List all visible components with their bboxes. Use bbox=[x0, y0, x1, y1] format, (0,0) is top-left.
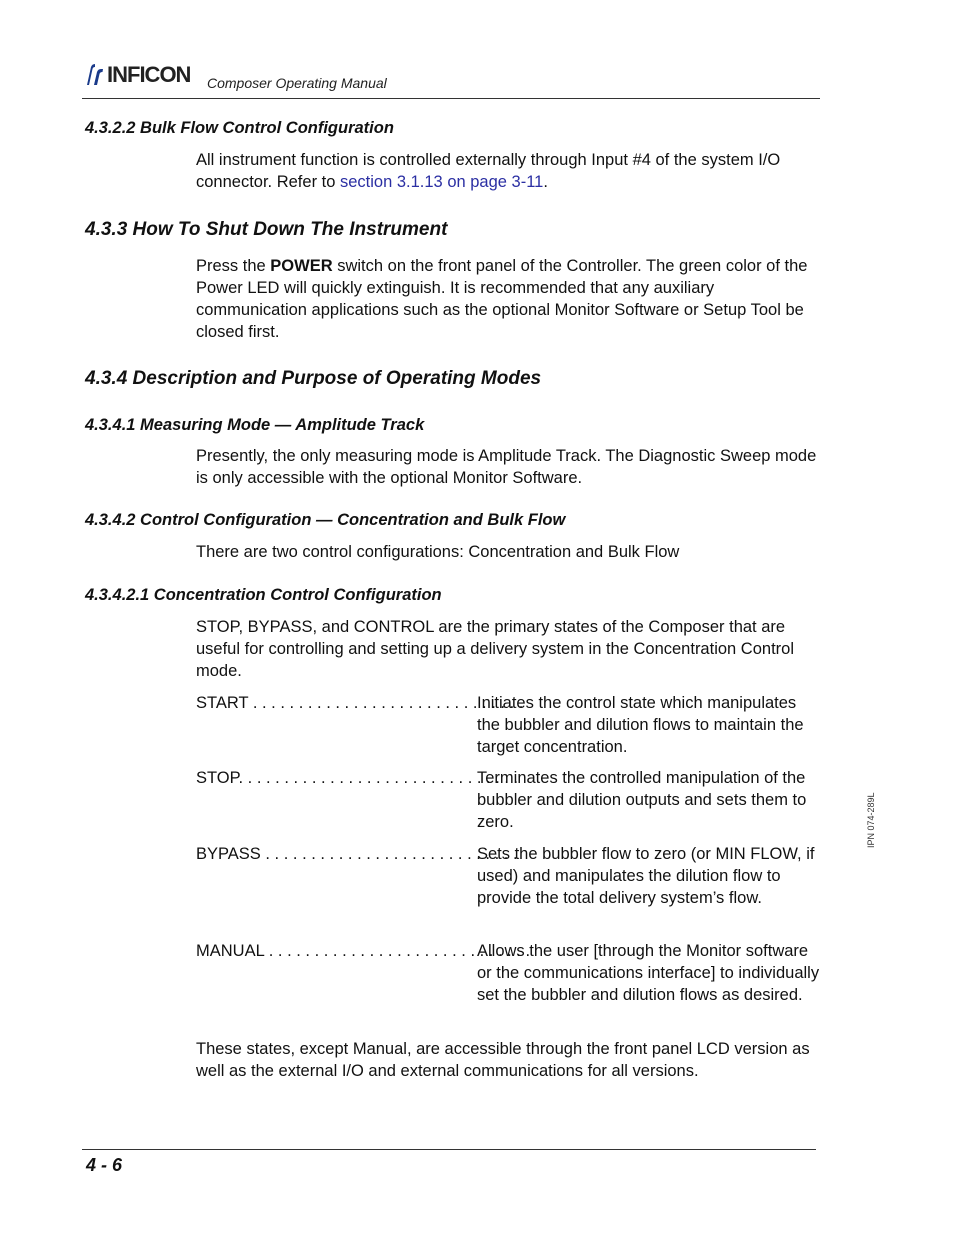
heading-control-configuration: 4.3.4.2 Control Configuration — Concentration and Bulk Flow bbox=[85, 511, 566, 529]
definition-desc-manual: Allows the user [through the Monitor software or the communications interface] to individually set the bubbler and dilution flows as desired. bbox=[477, 942, 820, 1004]
section-link[interactable]: section 3.1.13 on page 3-11 bbox=[340, 173, 544, 191]
paragraph-concentration-intro: STOP, BYPASS, and CONTROL are the primary states of the Composer that are useful for controlling and setting up a delivery system in the Concentration Control mode. bbox=[196, 618, 794, 680]
paragraph-states-closing: These states, except Manual, are accessible through the front panel LCD version as well as the external I/O and external communications for all versions. bbox=[196, 1040, 810, 1080]
ipn-label: IPN 074-289L bbox=[866, 792, 876, 848]
paragraph-text: Press the bbox=[196, 257, 271, 275]
paragraph-text-end: switch on the front panel of the Controller. The green color of the Power LED will quickly extinguish. It is recommended that any auxiliary communication applications such as the optional Monitor Software or Setup Tool be closed first. bbox=[196, 257, 808, 341]
paragraph-control-configuration: There are two control configurations: Concentration and Bulk Flow bbox=[196, 543, 680, 561]
paragraph-text: All instrument function is controlled externally through Input #4 of the system I/O connector. Refer to bbox=[196, 151, 781, 191]
definition-desc-stop: Terminates the controlled manipulation of the bubbler and dilution outputs and sets them to zero. bbox=[477, 769, 807, 831]
header-divider bbox=[82, 98, 820, 99]
definition-desc-bypass: Sets the bubbler flow to zero (or MIN FLOW, if used) and manipulates the dilution flow to provide the total delivery system’s flow. bbox=[477, 845, 815, 907]
paragraph-shut-down bbox=[196, 255, 818, 343]
power-keyword: POWER bbox=[270, 257, 333, 275]
paragraph-bulk-flow bbox=[196, 149, 818, 193]
definition-term-stop: STOP. . . . . . . . . . . . . . . . . . . . . . . . . . . . . . . bbox=[196, 769, 519, 787]
paragraph-text-end: . bbox=[543, 173, 548, 191]
inficon-logo bbox=[84, 62, 190, 88]
page-number: 4 - 6 bbox=[86, 1155, 123, 1175]
definition-term-manual: MANUAL . . . . . . . . . . . . . . . . . . . . . . . . . . . . . bbox=[196, 942, 531, 960]
definition-desc-start: Initiates the control state which manipulates the bubbler and dilution flows to maintain the target concentration. bbox=[477, 694, 804, 756]
heading-concentration-control: 4.3.4.2.1 Concentration Control Configuration bbox=[85, 586, 442, 604]
heading-bulk-flow-control: 4.3.2.2 Bulk Flow Control Configuration bbox=[85, 119, 394, 137]
logo-text: INFICON bbox=[107, 62, 191, 87]
footer-divider bbox=[82, 1149, 816, 1150]
paragraph-measuring-mode: Presently, the only measuring mode is Amplitude Track. The Diagnostic Sweep mode is only accessible with the optional Monitor Software. bbox=[196, 447, 817, 487]
manual-title: Composer Operating Manual bbox=[207, 75, 387, 91]
heading-measuring-mode: 4.3.4.1 Measuring Mode — Amplitude Track bbox=[85, 416, 425, 434]
heading-operating-modes: 4.3.4 Description and Purpose of Operating Modes bbox=[85, 368, 542, 389]
definition-term-start: START . . . . . . . . . . . . . . . . . . . . . . . . . . . . . . bbox=[196, 694, 524, 712]
inficon-logo-icon bbox=[84, 63, 104, 87]
definition-term-bypass: BYPASS . . . . . . . . . . . . . . . . . . . . . . . . . . . . bbox=[196, 845, 518, 863]
heading-shut-down: 4.3.3 How To Shut Down The Instrument bbox=[85, 219, 448, 240]
